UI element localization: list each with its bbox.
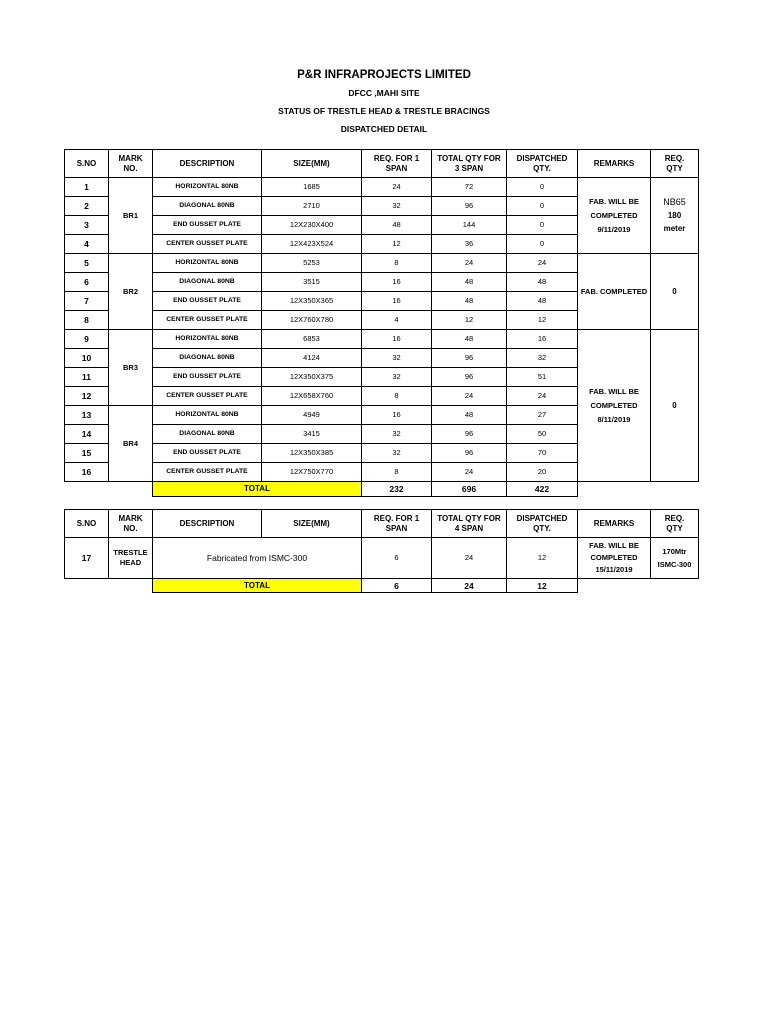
status-title: STATUS OF TRESTLE HEAD & TRESTLE BRACINGS xyxy=(278,106,490,116)
total-qty: 696 xyxy=(432,482,507,497)
header-description: DESCRIPTION xyxy=(153,510,262,538)
mark-br4: BR4 xyxy=(109,406,153,482)
row-dispatched: 27 xyxy=(507,406,578,425)
row-req: 32 xyxy=(362,444,432,463)
row-size: 5253 xyxy=(262,254,362,273)
blank-cell xyxy=(578,579,651,593)
row-sno: 13 xyxy=(65,406,109,425)
row-req: 48 xyxy=(362,216,432,235)
table-header-row xyxy=(65,150,699,178)
row-total: 96 xyxy=(432,444,507,463)
header-reqqty: REQ. QTY xyxy=(651,510,699,538)
row-description: HORIZONTAL 80NB xyxy=(153,178,262,197)
header-remarks: REMARKS xyxy=(578,150,651,178)
row-total: 96 xyxy=(432,368,507,387)
header-dispatched: DISPATCHED QTY. xyxy=(507,150,578,178)
row-dispatched: 48 xyxy=(507,273,578,292)
row-dispatched: 16 xyxy=(507,330,578,349)
header-reqqty: REQ. QTY xyxy=(651,150,699,178)
header-sno: S.NO xyxy=(65,150,109,178)
mark-br3: BR3 xyxy=(109,330,153,406)
row-dispatched: 24 xyxy=(507,254,578,273)
header-mark: MARK NO. xyxy=(109,510,153,538)
row-size: 1685 xyxy=(262,178,362,197)
row-mark: TRESTLE HEAD xyxy=(109,538,153,579)
header-req: REQ. FOR 1 SPAN xyxy=(362,510,432,538)
row-description: DIAGONAL 80NB xyxy=(153,349,262,368)
row-total: 48 xyxy=(432,406,507,425)
row-size: 4124 xyxy=(262,349,362,368)
row-size: 12X423X524 xyxy=(262,235,362,254)
header-req: REQ. FOR 1 SPAN xyxy=(362,150,432,178)
row-req: 32 xyxy=(362,425,432,444)
row-description: HORIZONTAL 80NB xyxy=(153,254,262,273)
row-description: CENTER GUSSET PLATE xyxy=(153,311,262,330)
row-req: 8 xyxy=(362,463,432,482)
row-sno: 16 xyxy=(65,463,109,482)
row-total: 96 xyxy=(432,425,507,444)
total-req: 232 xyxy=(362,482,432,497)
row-sno: 9 xyxy=(65,330,109,349)
row-sno: 11 xyxy=(65,368,109,387)
row-total: 24 xyxy=(432,463,507,482)
row-req: 12 xyxy=(362,235,432,254)
row-dispatched: 0 xyxy=(507,216,578,235)
row-dispatched: 51 xyxy=(507,368,578,387)
header-size: SIZE(MM) xyxy=(262,150,362,178)
row-size: 12X760X780 xyxy=(262,311,362,330)
table-row xyxy=(65,330,699,349)
remarks-group2: FAB. COMPLETED xyxy=(578,254,651,330)
reqqty-group2: 0 xyxy=(651,254,699,330)
row-sno: 14 xyxy=(65,425,109,444)
row-dispatched: 50 xyxy=(507,425,578,444)
header-mark: MARK NO. xyxy=(109,150,153,178)
row-total: 24 xyxy=(432,254,507,273)
row-sno: 10 xyxy=(65,349,109,368)
row-req: 8 xyxy=(362,254,432,273)
row-remarks: FAB. WILL BE COMPLETED 15/11/2019 xyxy=(578,538,651,579)
row-req: 16 xyxy=(362,330,432,349)
remarks-group3: FAB. WILL BE COMPLETED 8/11/2019 xyxy=(578,330,651,482)
row-description: DIAGONAL 80NB xyxy=(153,273,262,292)
table-row xyxy=(65,254,699,273)
row-size: 3415 xyxy=(262,425,362,444)
row-description: Fabricated from ISMC-300 xyxy=(153,538,362,579)
row-description: CENTER GUSSET PLATE xyxy=(153,235,262,254)
dispatch-subtitle: DISPATCHED DETAIL xyxy=(340,124,428,134)
total-req: 6 xyxy=(362,579,432,593)
row-reqqty: 170Mtr ISMC-300 xyxy=(651,538,699,579)
header-total: TOTAL QTY FOR 4 SPAN xyxy=(432,510,507,538)
row-req: 32 xyxy=(362,197,432,216)
row-description: HORIZONTAL 80NB xyxy=(153,330,262,349)
row-req: 32 xyxy=(362,349,432,368)
row-description: END GUSSET PLATE xyxy=(153,292,262,311)
row-total: 48 xyxy=(432,292,507,311)
row-sno: 5 xyxy=(65,254,109,273)
row-dispatched: 0 xyxy=(507,178,578,197)
blank-cell xyxy=(651,482,699,497)
total-row xyxy=(65,482,699,497)
bracings-table xyxy=(64,149,699,497)
blank-cell xyxy=(109,579,153,593)
row-sno: 1 xyxy=(65,178,109,197)
row-total: 36 xyxy=(432,235,507,254)
trestle-head-table xyxy=(64,509,699,593)
row-req: 32 xyxy=(362,368,432,387)
total-label: TOTAL xyxy=(153,482,362,497)
row-req: 8 xyxy=(362,387,432,406)
total-dispatched: 422 xyxy=(507,482,578,497)
row-size: 2710 xyxy=(262,197,362,216)
header-dispatched: DISPATCHED QTY. xyxy=(507,510,578,538)
row-description: END GUSSET PLATE xyxy=(153,216,262,235)
mark-br1: BR1 xyxy=(109,178,153,254)
row-total: 144 xyxy=(432,216,507,235)
row-sno: 17 xyxy=(65,538,109,579)
row-sno: 12 xyxy=(65,387,109,406)
row-total: 96 xyxy=(432,349,507,368)
row-size: 4949 xyxy=(262,406,362,425)
row-description: CENTER GUSSET PLATE xyxy=(153,387,262,406)
row-dispatched: 20 xyxy=(507,463,578,482)
table-header-row xyxy=(65,510,699,538)
row-sno: 7 xyxy=(65,292,109,311)
total-row xyxy=(65,579,699,593)
row-total: 48 xyxy=(432,330,507,349)
row-total: 24 xyxy=(432,538,507,579)
row-dispatched: 0 xyxy=(507,235,578,254)
row-size: 12X230X400 xyxy=(262,216,362,235)
row-dispatched: 0 xyxy=(507,197,578,216)
blank-cell xyxy=(651,579,699,593)
row-total: 48 xyxy=(432,273,507,292)
row-dispatched: 48 xyxy=(507,292,578,311)
row-size: 3515 xyxy=(262,273,362,292)
header-total: TOTAL QTY FOR 3 SPAN xyxy=(432,150,507,178)
site-name: DFCC ,MAHI SITE xyxy=(348,88,420,98)
row-dispatched: 12 xyxy=(507,538,578,579)
remarks-group1: FAB. WILL BE COMPLETED 9/11/2019 xyxy=(578,178,651,254)
reqqty-group1: NB65 180 meter xyxy=(651,178,699,254)
mark-br2: BR2 xyxy=(109,254,153,330)
table-row xyxy=(65,538,699,579)
row-req: 6 xyxy=(362,538,432,579)
row-total: 72 xyxy=(432,178,507,197)
header-description: DESCRIPTION xyxy=(153,150,262,178)
row-dispatched: 70 xyxy=(507,444,578,463)
total-dispatched: 12 xyxy=(507,579,578,593)
row-size: 6853 xyxy=(262,330,362,349)
row-req: 16 xyxy=(362,406,432,425)
row-dispatched: 24 xyxy=(507,387,578,406)
row-req: 16 xyxy=(362,273,432,292)
row-sno: 4 xyxy=(65,235,109,254)
header-size: SIZE(MM) xyxy=(262,510,362,538)
reqqty-group3: 0 xyxy=(651,330,699,482)
header-remarks: REMARKS xyxy=(578,510,651,538)
row-total: 12 xyxy=(432,311,507,330)
row-sno: 3 xyxy=(65,216,109,235)
row-description: HORIZONTAL 80NB xyxy=(153,406,262,425)
row-description: END GUSSET PLATE xyxy=(153,444,262,463)
total-qty: 24 xyxy=(432,579,507,593)
row-sno: 6 xyxy=(65,273,109,292)
row-req: 24 xyxy=(362,178,432,197)
company-title: P&R INFRAPROJECTS LIMITED xyxy=(297,69,471,81)
header-sno: S.NO xyxy=(65,510,109,538)
row-dispatched: 32 xyxy=(507,349,578,368)
row-sno: 15 xyxy=(65,444,109,463)
row-description: CENTER GUSSET PLATE xyxy=(153,463,262,482)
row-sno: 8 xyxy=(65,311,109,330)
row-description: DIAGONAL 80NB xyxy=(153,425,262,444)
blank-cell xyxy=(109,482,153,497)
row-size: 12X350X385 xyxy=(262,444,362,463)
blank-cell xyxy=(65,482,109,497)
row-size: 12X658X760 xyxy=(262,387,362,406)
row-req: 4 xyxy=(362,311,432,330)
row-dispatched: 12 xyxy=(507,311,578,330)
blank-cell xyxy=(65,579,109,593)
total-label: TOTAL xyxy=(153,579,362,593)
row-description: END GUSSET PLATE xyxy=(153,368,262,387)
row-size: 12X350X375 xyxy=(262,368,362,387)
row-total: 96 xyxy=(432,197,507,216)
row-sno: 2 xyxy=(65,197,109,216)
row-description: DIAGONAL 80NB xyxy=(153,197,262,216)
row-total: 24 xyxy=(432,387,507,406)
table-row xyxy=(65,178,699,197)
blank-cell xyxy=(578,482,651,497)
row-size: 12X350X365 xyxy=(262,292,362,311)
row-req: 16 xyxy=(362,292,432,311)
row-size: 12X750X770 xyxy=(262,463,362,482)
